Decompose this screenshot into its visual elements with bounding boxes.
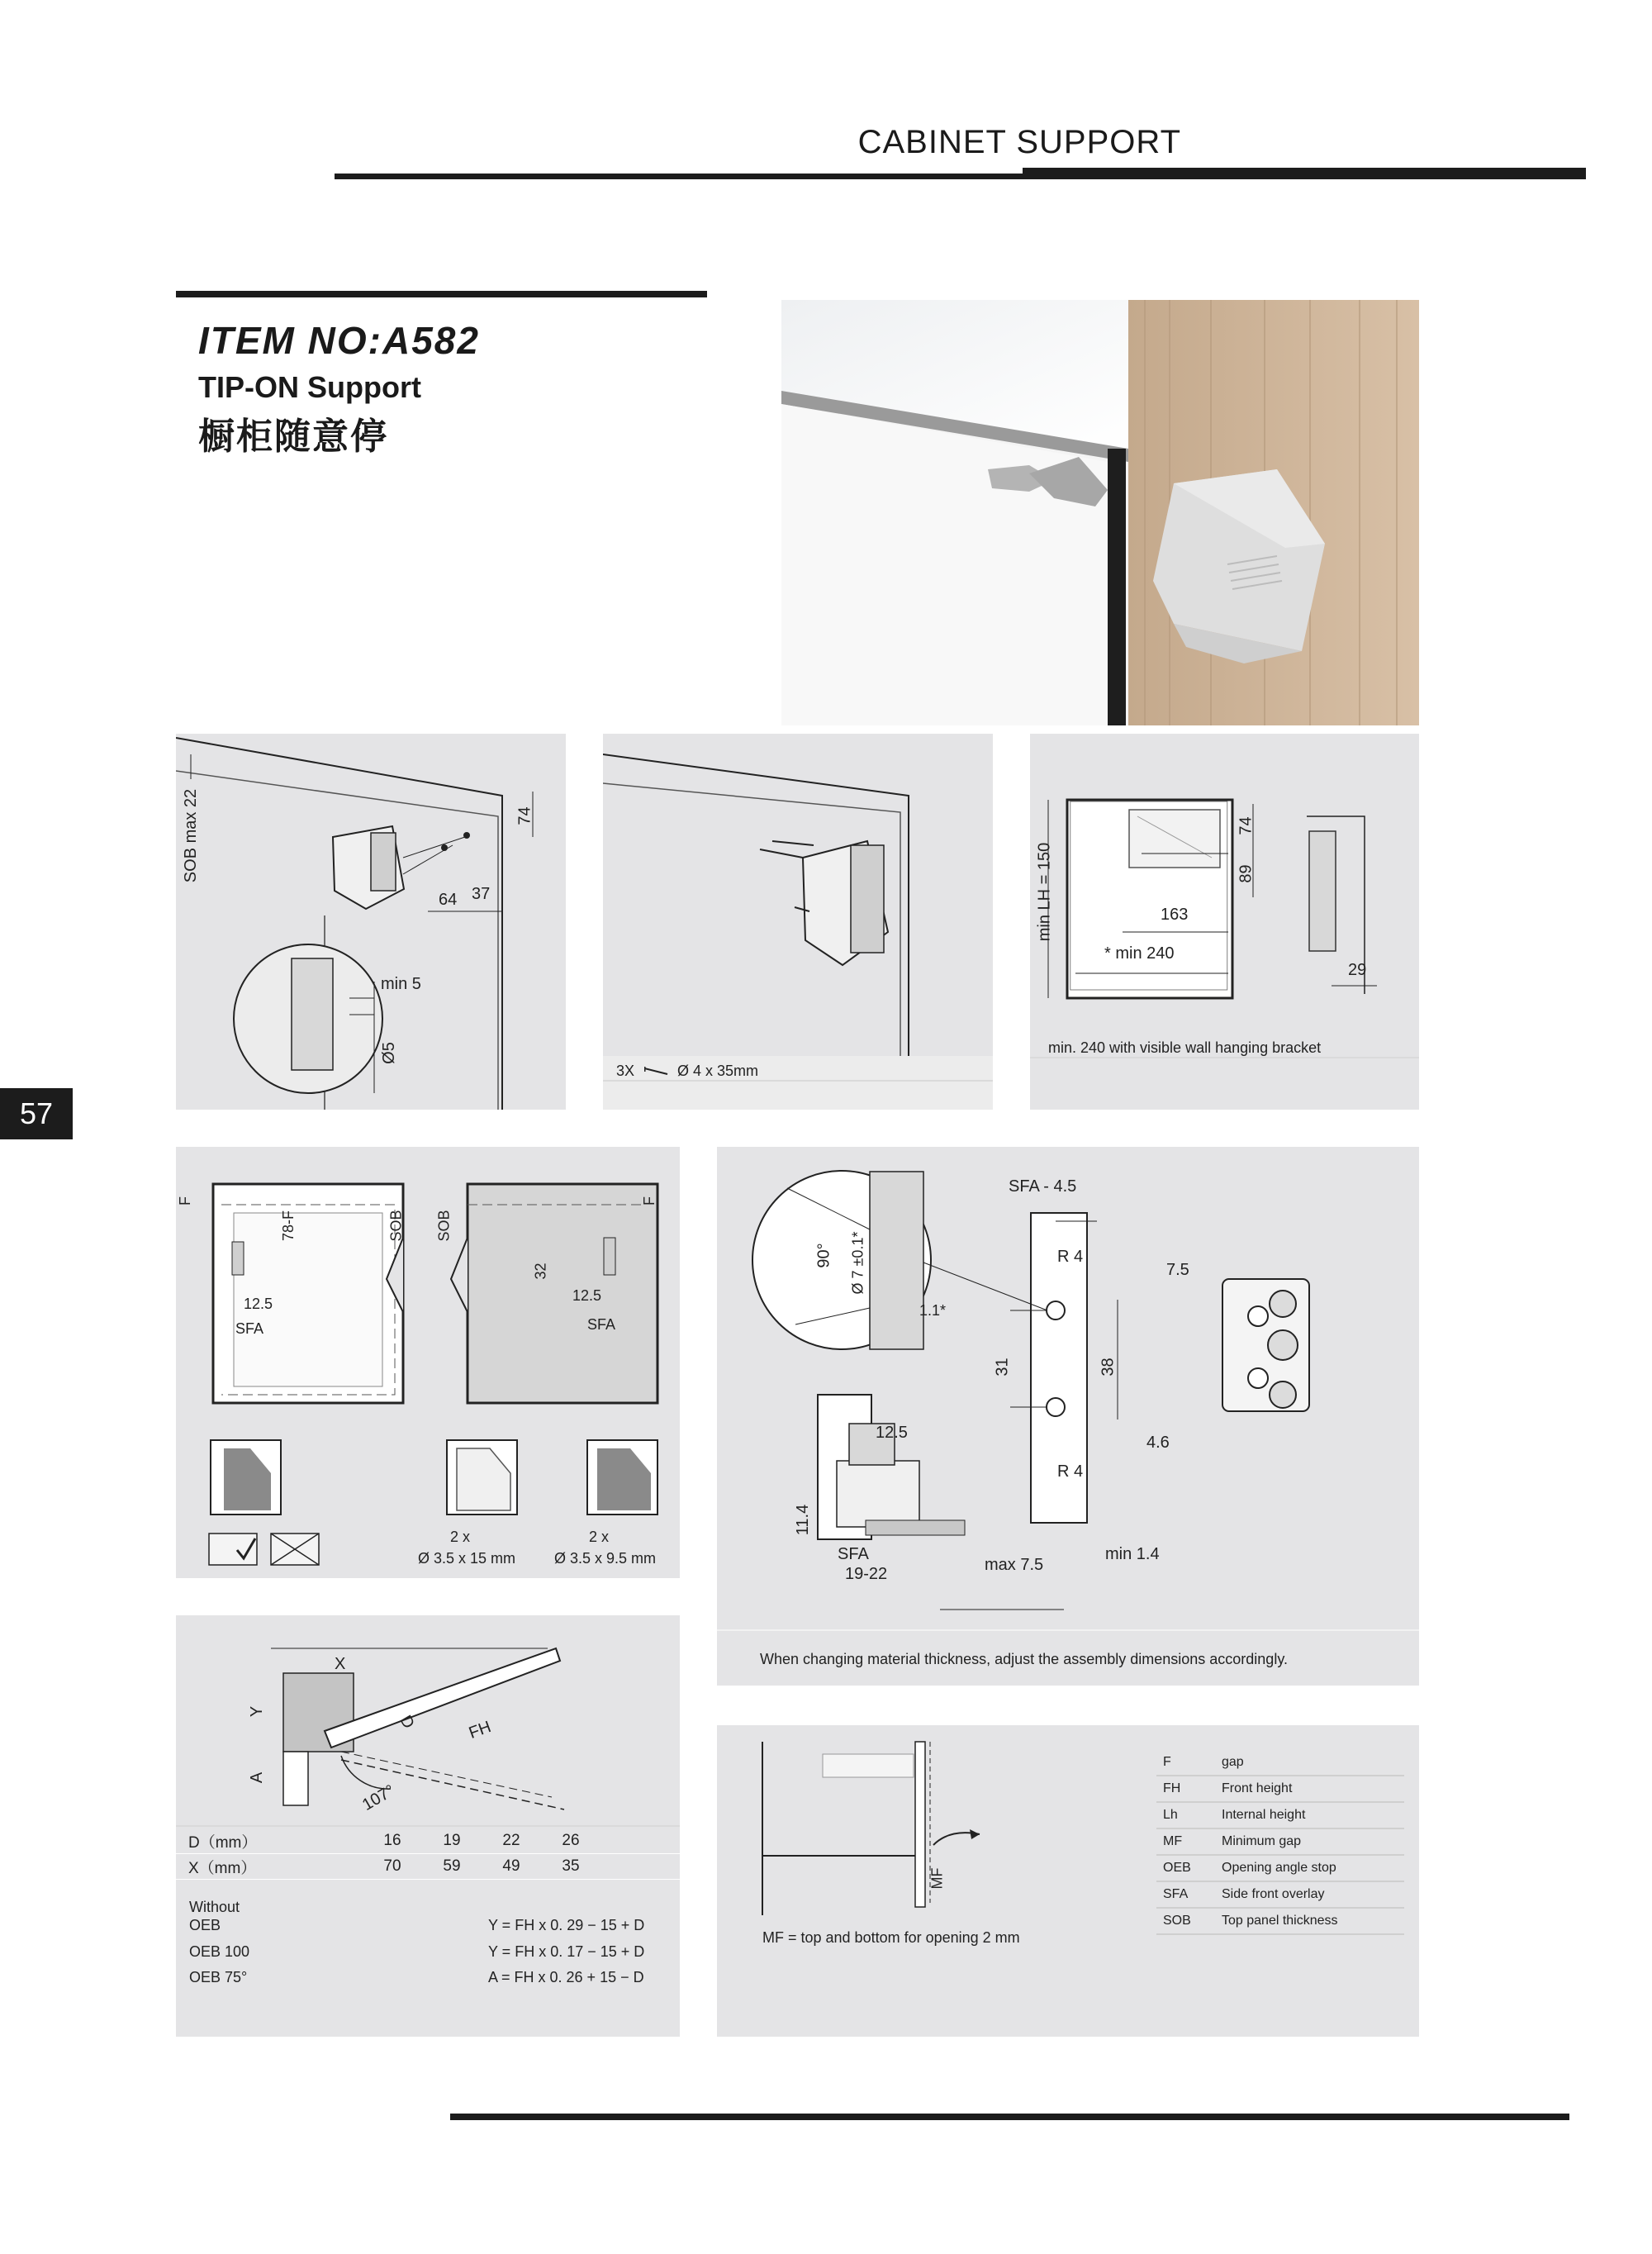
dim-74: 74	[515, 806, 534, 825]
screw2-spec: Ø 3.5 x 9.5 mm	[554, 1550, 657, 1567]
legend-row	[1156, 1855, 1404, 1881]
sfa: SFA	[838, 1545, 869, 1563]
table-cell: 16	[363, 1828, 422, 1854]
screw1-spec: Ø 3.5 x 15 mm	[418, 1550, 516, 1567]
dim-78f: 78-F	[280, 1210, 297, 1242]
f-right: F	[641, 1196, 657, 1205]
legend-code: Lh	[1156, 1802, 1215, 1828]
screw1-qty: 2 x	[450, 1529, 471, 1545]
formula-3: A = FH x 0. 26 + 15 − D	[488, 1969, 644, 1985]
sob-left: SOB	[387, 1210, 405, 1242]
screw-spec: Ø 4 x 35mm	[677, 1063, 759, 1079]
legend-row	[1156, 1776, 1404, 1802]
lbl-x: X	[335, 1655, 346, 1673]
item-name-cn: 橱柜随意停	[198, 416, 388, 457]
formula-label-2: OEB 100	[189, 1943, 250, 1960]
table-cell: D（mm）	[176, 1828, 363, 1854]
table-cell: X（mm）	[176, 1854, 363, 1880]
panel-cabinet-dimensions	[1030, 734, 1419, 1110]
dim-29: 29	[1348, 961, 1367, 979]
formula-1: Y = FH x 0. 29 − 15 + D	[488, 1917, 645, 1933]
legend-desc: Top panel thickness	[1215, 1908, 1404, 1934]
dim-46: 4.6	[1146, 1434, 1170, 1452]
panel-minimum-gap	[717, 1725, 1419, 2037]
legend-desc: gap	[1215, 1750, 1404, 1776]
dim-114: 11.4	[794, 1504, 813, 1536]
table-cell: 26	[541, 1828, 601, 1854]
dim-125-left: 12.5	[244, 1296, 273, 1312]
panel7-note: MF = top and bottom for opening 2 mm	[762, 1929, 1020, 1946]
table-cell: 70	[363, 1854, 422, 1880]
formula-2: Y = FH x 0. 17 − 15 + D	[488, 1943, 645, 1960]
legend-code: FH	[1156, 1776, 1215, 1802]
screw-qty: 3X	[616, 1063, 635, 1079]
dim-min5: min 5	[381, 975, 421, 993]
item-name-en: TIP-ON Support	[198, 370, 421, 404]
table-row	[176, 1828, 680, 1854]
lbl-a: A	[248, 1771, 267, 1784]
dim-89: 89	[1237, 864, 1256, 883]
page-number: 57	[0, 1088, 73, 1139]
item-rule	[176, 291, 707, 297]
dim-75: 7.5	[1166, 1261, 1189, 1279]
panel-front-overlay	[176, 1147, 680, 1578]
legend-code: OEB	[1156, 1855, 1215, 1881]
legend-row	[1156, 1881, 1404, 1908]
legend-desc: Opening angle stop	[1215, 1855, 1404, 1881]
dim-min-lh: min LH = 150	[1035, 842, 1054, 942]
lbl-mf: MF	[928, 1867, 946, 1890]
dim-163: 163	[1161, 906, 1189, 924]
footer-rule	[450, 2114, 1569, 2120]
dim-1922: 19-22	[845, 1565, 888, 1583]
legend-row	[1156, 1908, 1404, 1934]
legend-code: SFA	[1156, 1881, 1215, 1908]
header-title: CABINET SUPPORT	[857, 124, 1181, 160]
table-row	[176, 1854, 680, 1880]
dim-90deg: 90°	[814, 1243, 833, 1268]
legend-code: SOB	[1156, 1908, 1215, 1934]
legend-table	[1156, 1750, 1404, 1935]
sfa-right: SFA	[587, 1316, 616, 1333]
dim-125-right: 12.5	[572, 1287, 602, 1304]
table-cell: 19	[422, 1828, 482, 1854]
lbl-fh: FH	[466, 1718, 494, 1743]
legend-row	[1156, 1750, 1404, 1776]
dim-dia5: Ø5	[379, 1042, 398, 1064]
dim-dia7: Ø 7 ±0.1*	[849, 1231, 866, 1295]
f-left: F	[177, 1196, 193, 1205]
table-cell: 59	[422, 1854, 482, 1880]
panel-opening-geometry	[176, 1615, 680, 2037]
item-number: ITEM NO:A582	[198, 319, 480, 362]
formula-label-1a: Without	[189, 1899, 240, 1915]
dim-38: 38	[1099, 1358, 1118, 1377]
legend-desc: Minimum gap	[1215, 1828, 1404, 1855]
dim-min240: * min 240	[1104, 944, 1175, 963]
min-14: min 1.4	[1105, 1545, 1160, 1563]
dim-64: 64	[439, 891, 458, 909]
panel-drilling-details	[717, 1147, 1419, 1686]
legend-desc: Side front overlay	[1215, 1881, 1404, 1908]
product-photo	[781, 300, 1419, 725]
lbl-angle: 107°	[359, 1781, 398, 1814]
legend-desc: Front height	[1215, 1776, 1404, 1802]
legend-row	[1156, 1828, 1404, 1855]
dim-31: 31	[993, 1358, 1012, 1377]
sob-right: SOB	[435, 1210, 453, 1242]
table-cell: 22	[482, 1828, 541, 1854]
sfa-left: SFA	[235, 1320, 264, 1337]
legend-code: MF	[1156, 1828, 1215, 1855]
legend-code: F	[1156, 1750, 1215, 1776]
r4-top: R 4	[1057, 1248, 1084, 1266]
table-cell: 49	[482, 1854, 541, 1880]
legend-desc: Internal height	[1215, 1802, 1404, 1828]
max-75: max 7.5	[985, 1556, 1044, 1574]
dim-74: 74	[1237, 816, 1256, 835]
formula-label-3: OEB 75°	[189, 1969, 248, 1985]
header-rule-accent	[1023, 168, 1586, 178]
dim-sfa45: SFA - 4.5	[1009, 1177, 1077, 1196]
screw-icon	[644, 1067, 669, 1075]
panel-mounting-position	[176, 734, 566, 1110]
table-cell: 35	[541, 1854, 601, 1880]
dim-11: 1.1*	[919, 1302, 947, 1319]
legend-row	[1156, 1802, 1404, 1828]
formula-label-1b: OEB	[189, 1917, 221, 1933]
screw2-qty: 2 x	[589, 1529, 610, 1545]
dim-37: 37	[472, 885, 491, 903]
lbl-d: D	[396, 1712, 418, 1733]
lbl-y: Y	[248, 1705, 267, 1718]
dim-32: 32	[532, 1263, 549, 1280]
dx-table	[176, 1828, 680, 1880]
panel3-note: min. 240 with visible wall hanging bracket	[1048, 1039, 1322, 1056]
sob-label: SOB max 22	[182, 788, 201, 883]
panel-screw-fixing	[603, 734, 993, 1110]
panel5-note: When changing material thickness, adjust the assembly dimensions accordingly.	[760, 1651, 1288, 1667]
dim-125: 12.5	[876, 1424, 908, 1442]
r4-bottom: R 4	[1057, 1462, 1084, 1481]
